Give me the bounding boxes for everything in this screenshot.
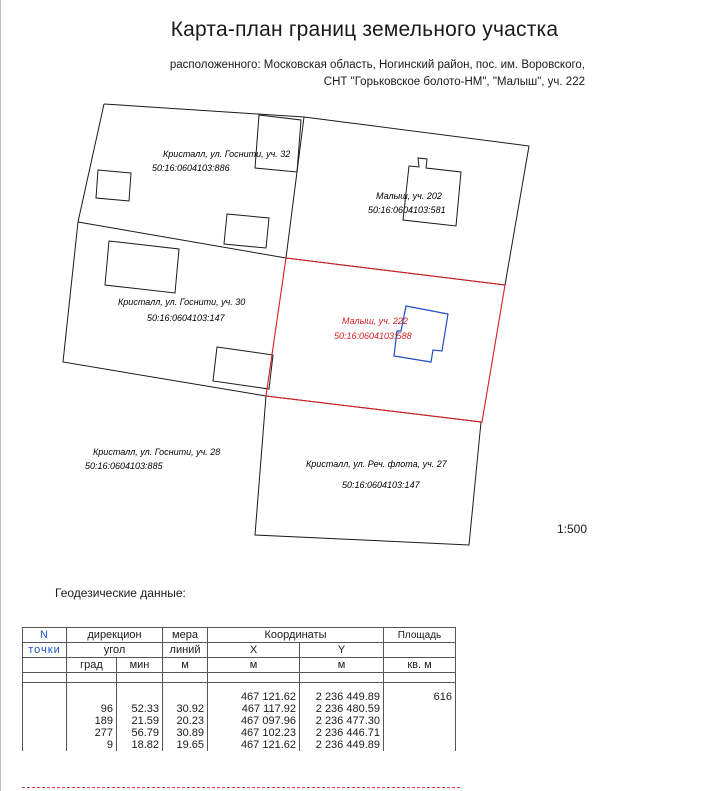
header-sqm: кв. м [384,658,456,673]
parcel-label-222: Малыш, уч. 222 [342,316,408,326]
table-cell: 18.82 [117,739,163,751]
header-min: мин [117,658,163,673]
table-cell [117,691,163,703]
table-cell: 30.89 [163,727,208,739]
parcel-boundary-top [104,104,529,285]
header-m2: м [208,658,300,673]
table-cell: 19.65 [163,739,208,751]
header-y: Y [300,643,384,658]
table-cell: 467 102.23 [208,727,300,739]
building-32b [96,170,131,201]
table-cell: 467 117.92 [208,703,300,715]
table-cell [23,691,67,703]
table-cell: 467 121.62 [208,691,300,703]
subtitle-line-2: СНТ "Горьковское болото-НМ", "Малыш", уч. 222 [323,76,585,88]
table-row [23,703,456,715]
building-32a [255,115,301,172]
parcel-label-32: Кристалл, ул. Госнити, уч. 32 [163,149,291,159]
building-30a [105,241,179,293]
table-cell [23,703,67,715]
building-30b [213,347,273,389]
page-title: Карта-план границ земельного участка [170,18,559,41]
table-cell: 52.33 [117,703,163,715]
bottom-red-line [22,787,460,788]
table-spacer [23,673,456,683]
parcel-boundary-32 [78,104,304,258]
table-cell [163,691,208,703]
header-x: X [208,643,300,658]
table-spacer-2 [23,683,456,692]
table-cell [67,691,117,703]
table-row [23,691,456,703]
parcel-cadastral-202: 50:16:0604103:581 [368,205,446,215]
header-coords: Координаты [208,628,384,643]
parcel-cadastral-27: 50:16:0604103:147 [342,480,420,490]
table-cell [384,703,456,715]
parcel-cadastral-30: 50:16:0604103:147 [147,313,225,323]
table-header-row-1 [23,628,456,643]
table-cell [384,739,456,751]
header-m1: м [163,658,208,673]
parcel-label-30: Кристалл, ул. Госнити, уч. 30 [118,297,246,307]
header-area-blank [384,643,456,658]
table-row [23,739,456,751]
map-scale: 1:500 [557,522,588,536]
table-cell [23,727,67,739]
header-direction: дирекцион [67,628,163,643]
header-m3: м [300,658,384,673]
table-cell: 96 [67,703,117,715]
geodetic-title: Геодезические данные: [55,586,186,600]
header-measure: мера [163,628,208,643]
table-cell: 277 [67,727,117,739]
table-cell: 2 236 477.30 [300,715,384,727]
table-cell [23,715,67,727]
table-cell [23,739,67,751]
parcel-cadastral-28: 50:16:0604103:885 [85,461,163,471]
table-cell: 189 [67,715,117,727]
subtitle-line-1: расположенного: Московская область, Ногинский район, пос. им. Воровского, [169,59,585,71]
parcel-cadastral-32: 50:16:0604103:886 [152,163,230,173]
geodetic-table [22,627,456,751]
header-points: точки [23,643,67,658]
table-cell: 30.92 [163,703,208,715]
table-cell: 20.23 [163,715,208,727]
parcel-cadastral-222: 50:16:0604103:588 [334,331,412,341]
table-cell: 2 236 449.89 [300,691,384,703]
table-row [23,715,456,727]
table-row [23,727,456,739]
header-lines: линий [163,643,208,658]
table-cell: 56.79 [117,727,163,739]
table-cell: 2 236 449.89 [300,739,384,751]
table-cell: 467 097.96 [208,715,300,727]
table-cell: 616 [384,691,456,703]
table-cell: 21.59 [117,715,163,727]
table-cell: 2 236 446.71 [300,727,384,739]
parcel-label-202: Малыш, уч. 202 [376,191,442,201]
header-area: Площадь [384,628,456,643]
table-cell [384,727,456,739]
parcel-label-27: Кристалл, ул. Реч. флота, уч. 27 [306,459,447,469]
header-angle: угол [67,643,163,658]
parcel-label-28: Кристалл, ул. Госнити, уч. 28 [93,447,221,457]
building-32c [224,214,269,248]
table-cell: 467 121.62 [208,739,300,751]
table-cell [384,715,456,727]
header-units-blank [23,658,67,673]
table-cell: 2 236 480.59 [300,703,384,715]
table-header-row-2 [23,643,456,658]
table-header-row-3 [23,658,456,673]
header-deg: град [67,658,117,673]
parcel-boundary-30 [63,222,266,396]
table-cell: 9 [67,739,117,751]
header-n: N [23,628,67,643]
